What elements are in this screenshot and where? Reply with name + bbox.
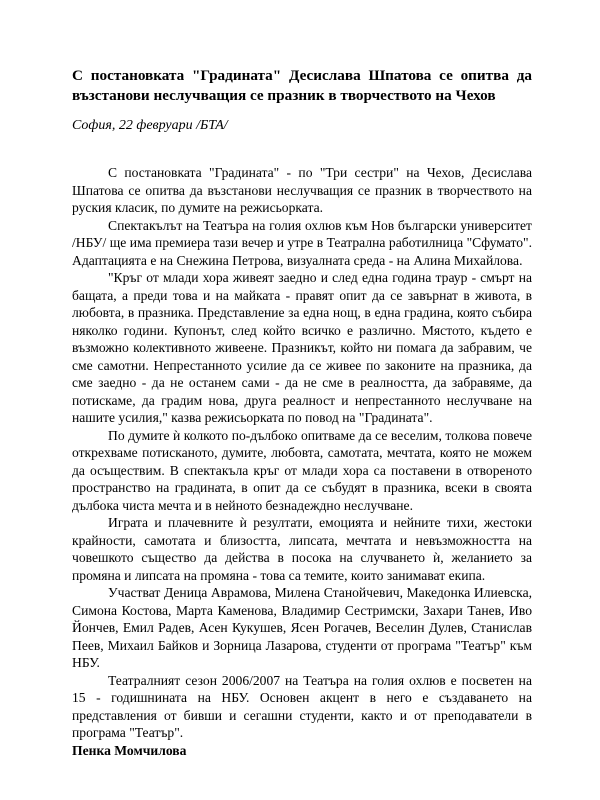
article-body xyxy=(72,164,532,759)
article-dateline: София, 22 февруари /БТА/ xyxy=(72,118,228,133)
paragraph: Театралният сезон 2006/2007 на Театъра на голия охлюв е посветен на 15 - годишнината на НБУ. Основен акцент в него е създаването на представления от бивши и сегашни студенти, както и от преподаватели в програма "Театър". xyxy=(72,672,532,740)
paragraph: Участват Деница Аврамова, Милена Станойчевич, Македонка Илиевска, Симона Костова, Марта Каменова, Владимир Сестримски, Захари Танев, Иво Йончев, Емил Радев, Асен Кукушев, Ясен Рогачев, Веселин Дулев, Станислав Пеев, Михаил Байков и Зорница Лазарова, студенти от програма "Театър" към НБУ. xyxy=(72,585,532,670)
article xyxy=(72,66,532,759)
paragraph: По думите ѝ колкото по-дълбоко опитваме да се веселим, толкова повече откреxваме потисканото, думите, любовта, самотата, мечтата, която не можем да осъществим. В спектакъла кръг от млади хора са поставени в отвореното пространство на градината, в опит да се събудят в празника, всеки в своята дълбока чиста мечта и в нейното безнадеждно неслучване. xyxy=(72,427,532,513)
article-title: С постановката "Градината" Десислава Шпатова се опитва да възстанови неслучващия се празник в творчеството на Чехов xyxy=(72,67,532,104)
article-author: Пенка Момчилова xyxy=(72,742,187,758)
paragraph: Спектакълът на Театъра на голия охлюв към Нов български университет /НБУ/ ще има премиера тази вечер и утре в Театрална работилница "Сфумато". Адаптацията е на Снежина Петрова, визуалната среда - на Алина Михайлова. xyxy=(72,217,532,268)
paragraph: С постановката "Градината" - по "Три сестри" на Чехов, Десислава Шпатова се опитва да възстанови неслучващия се празник в творчеството на руския класик, по думите на режисьорката. xyxy=(72,165,532,215)
paragraph: Играта и плачевните ѝ резултати, емоцията и нейните тихи, жестоки крайности, самотата и близостта, липсата, мечтата и невъзможността на човешкото същество да действа в посока на случването ѝ, желанието за промяна и липсата на промяна - това са темите, които занимават екипа. xyxy=(72,515,532,583)
paragraph: "Кръг от млади хора живеят заедно и след една година траур - смърт на бащата, а преди това и на майката - правят опит да се завърнат в живота, в любовта, в празника. Представление за една нощ, в една градина, която събира няколко години. Купонът, след който всичко е различно. Мястото, където е възможно колективното живеене. Празникът, който ни помага да забравим, че сме самотни. Непрестанното усилие да се живее по законите на празника, да сме заедно - да не останем сами - да не сме в реалността, да забравяме, да потискаме, да градим нова, друга реалност и непрестанното неслучване на нашите усилия," казва режисьорката по повод на "Градината". xyxy=(72,270,532,425)
